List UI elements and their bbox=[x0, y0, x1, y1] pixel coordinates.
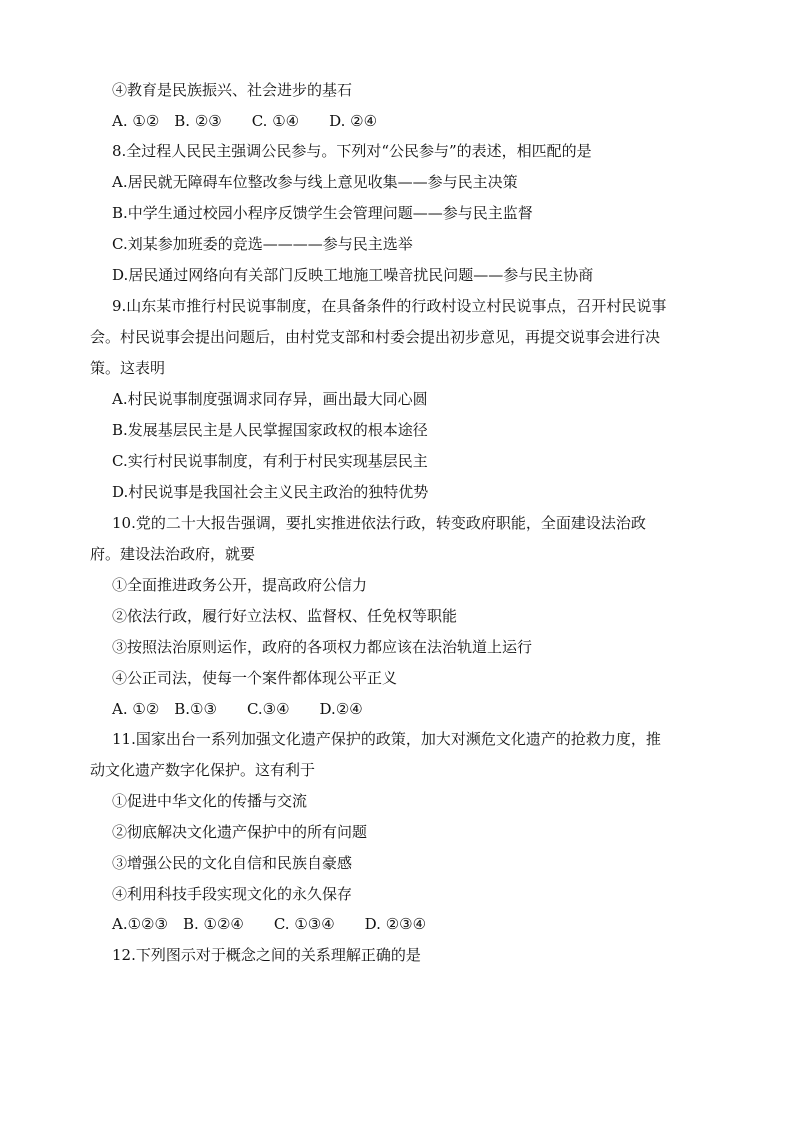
q9-option-d: D.村民说事是我国社会主义民主政治的独特优势 bbox=[112, 483, 429, 501]
question-10-stem-line-2: 府。建设法治政府，就要 bbox=[90, 545, 256, 563]
question-10-stem-line-1: 10.党的二十大报告强调，要扎实推进依法行政，转变政府职能，全面建设法治政 bbox=[112, 514, 646, 532]
question-9-stem-line-1: 9.山东某市推行村民说事制度，在具备条件的行政村设立村民说事点，召开村民说事 bbox=[112, 297, 667, 315]
q10-statement-1: ①全面推进政务公开，提高政府公信力 bbox=[112, 576, 368, 594]
question-11-stem-line-2: 动文化遗产数字化保护。这有利于 bbox=[90, 761, 316, 779]
option-statement-4: ④教育是民族振兴、社会进步的基石 bbox=[112, 81, 353, 99]
q8-option-c: C.刘某参加班委的竞选————参与民主选举 bbox=[112, 235, 413, 253]
question-9-stem-line-2: 会。村民说事会提出问题后，由村党支部和村委会提出初步意见，再提交说事会进行决 bbox=[90, 328, 661, 346]
q9-option-c: C.实行村民说事制度，有利于村民实现基层民主 bbox=[112, 452, 428, 470]
q8-option-a: A.居民就无障碍车位整改参与线上意见收集——参与民主决策 bbox=[112, 173, 518, 191]
q8-option-b: B.中学生通过校园小程序反馈学生会管理问题——参与民主监督 bbox=[112, 204, 533, 222]
q9-option-a: A.村民说事制度强调求同存异，画出最大同心圆 bbox=[112, 390, 428, 408]
question-12-stem: 12.下列图示对于概念之间的关系理解正确的是 bbox=[112, 946, 421, 964]
q10-statement-2: ②依法行政，履行好立法权、监督权、任免权等职能 bbox=[112, 607, 458, 625]
q11-statement-2: ②彻底解决文化遗产保护中的所有问题 bbox=[112, 823, 368, 841]
q8-option-d: D.居民通过网络向有关部门反映工地施工噪音扰民问题——参与民主协商 bbox=[112, 266, 594, 284]
q10-statement-4: ④公正司法，使每一个案件都体现公平正义 bbox=[112, 669, 398, 687]
q10-statement-3: ③按照法治原则运作，政府的各项权力都应该在法治轨道上运行 bbox=[112, 638, 533, 656]
q11-statement-1: ①促进中华文化的传播与交流 bbox=[112, 792, 308, 810]
answer-choices-q10: A. ①② B.①③ C.③④ D.②④ bbox=[112, 700, 363, 718]
question-8-stem: 8.全过程人民民主强调公民参与。下列对“公民参与”的表述，相匹配的是 bbox=[112, 142, 592, 160]
q11-statement-3: ③增强公民的文化自信和民族自豪感 bbox=[112, 854, 353, 872]
question-11-stem-line-1: 11.国家出台一系列加强文化遗产保护的政策，加大对濒危文化遗产的抢救力度，推 bbox=[112, 730, 661, 748]
q9-option-b: B.发展基层民主是人民掌握国家政权的根本途径 bbox=[112, 421, 428, 439]
question-9-stem-line-3: 策。这表明 bbox=[90, 359, 166, 377]
answer-choices-q11: A.①②③ B. ①②④ C. ①③④ D. ②③④ bbox=[112, 915, 427, 933]
answer-choices-q7: A. ①② B. ②③ C. ①④ D. ②④ bbox=[112, 112, 378, 130]
q11-statement-4: ④利用科技手段实现文化的永久保存 bbox=[112, 885, 353, 903]
